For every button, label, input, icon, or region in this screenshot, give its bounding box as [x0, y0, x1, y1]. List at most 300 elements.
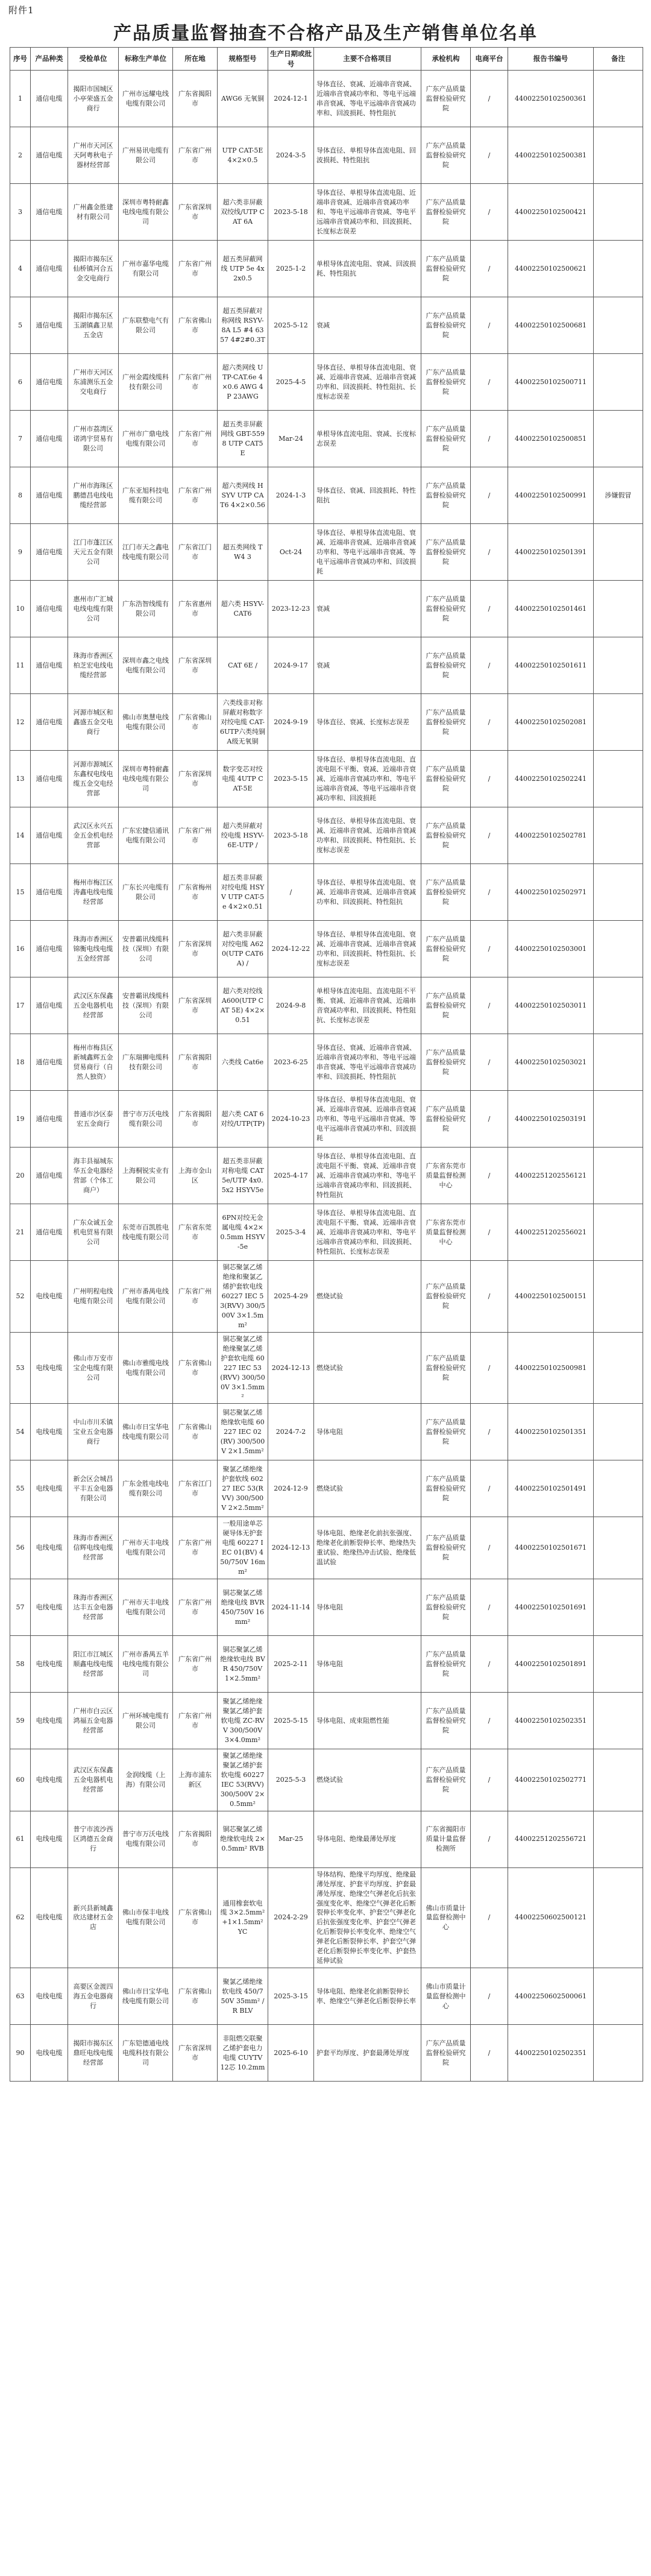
cell-spec: 超六类 HSYV-CAT6: [218, 581, 268, 637]
cell-inspected: 佛山市万安市宝企电缆有限公司: [68, 1332, 119, 1404]
cell-no: 90: [10, 2025, 31, 2082]
cell-note: [594, 71, 643, 127]
cell-location: 广东省揭阳市: [173, 1811, 218, 1867]
cell-type: 电线电缆: [31, 1460, 68, 1517]
cell-producer: 普宁市万沃电线缆有限公司: [119, 1091, 173, 1148]
cell-agency: 广东产品质量监督检验研究院: [421, 1091, 471, 1148]
cell-location: 广东省惠州市: [173, 581, 218, 637]
cell-agency: 广东产品质量监督检验研究院: [421, 1579, 471, 1636]
cell-producer: 广东联整电气有限公司: [119, 297, 173, 354]
cell-producer: 佛山市日宝华电线电缆有限公司: [119, 1968, 173, 2025]
cell-inspected: 江门市蓬江区天元五金有限公司: [68, 524, 119, 581]
cell-items: 单根导体直流电阻、衰减、长度标志误差: [314, 411, 421, 467]
cell-inspected: 新会区会城昌平丰五金电器有限公司: [68, 1460, 119, 1517]
cell-inspected: 高要区金渡四海五金电器商行: [68, 1968, 119, 2025]
cell-spec: 铜芯聚氯乙烯绝缘软电线 2×0.5mm² RVB: [218, 1811, 268, 1867]
cell-location: 广东省广州市: [173, 411, 218, 467]
cell-inspected: 广州市天河区东浦测乐五金交电商行: [68, 354, 119, 411]
cell-report: 44002250102503191: [508, 1091, 594, 1148]
cell-items: 导体结构、绝缘平均厚度、绝缘最薄处厚度、护套平均厚度、护套最薄处厚度、绝缘空气弹老化后抗张强度变化率、绝缘空气弹老化后断裂伸长率变化率、护套空气弹老化后抗张强度变化率、护套空气弹老化后断裂伸长率变化率、绝缘空气弹老化后断裂伸长率、护套空气弹老化后断裂伸长率变化率、护套热延伸试验: [314, 1867, 421, 1968]
cell-date: 2024-9-17: [268, 637, 314, 694]
cell-note: [594, 1636, 643, 1693]
cell-items: 导体电阻: [314, 1579, 421, 1636]
cell-producer: 广东铠德通电线电缆科技有限公司: [119, 2025, 173, 2082]
cell-inspected: 揭阳市揭东区玉湖镇鑫卫星五金店: [68, 297, 119, 354]
cell-report: 44002250102502081: [508, 694, 594, 751]
cell-no: 7: [10, 411, 31, 467]
cell-producer: 广州市广鼎电线电缆有限公司: [119, 411, 173, 467]
cell-spec: 超五类非屏蔽对绞电缆 HSYV UTP CAT-5e 4×2×0.51: [218, 864, 268, 921]
table-body: [10, 71, 643, 2082]
cell-report: 44002250102501891: [508, 1636, 594, 1693]
cell-location: 广东省广州市: [173, 127, 218, 184]
table-row: [10, 1867, 643, 1968]
cell-inspected: 普宁市流沙西区鸿德五金商行: [68, 1811, 119, 1867]
cell-note: [594, 581, 643, 637]
col-header-producer: 标称生产单位: [119, 48, 173, 71]
cell-no: 54: [10, 1404, 31, 1460]
cell-location: 广东省广州市: [173, 1636, 218, 1693]
table-row: [10, 1579, 643, 1636]
cell-no: 60: [10, 1749, 31, 1811]
cell-items: 燃烧试验: [314, 1460, 421, 1517]
cell-report: 44002250102501691: [508, 1579, 594, 1636]
cell-items: 衰减: [314, 637, 421, 694]
cell-no: 12: [10, 694, 31, 751]
cell-inspected: 珠海市香洲区达丰五金电器经营部: [68, 1579, 119, 1636]
cell-spec: 超五类屏蔽网线 UTP 5e 4x2x0.5: [218, 241, 268, 297]
cell-type: 通信电缆: [31, 807, 68, 864]
cell-agency: 广东产品质量监督检验研究院: [421, 1693, 471, 1749]
cell-location: 广东省揭阳市: [173, 1091, 218, 1148]
cell-spec: 聚氯乙烯绝缘软电线 450/750V 35mm² /R BLV: [218, 1968, 268, 2025]
cell-items: 导体电阻、绝缘老化前断裂伸长率、绝缘空气弹老化后断裂伸长率: [314, 1968, 421, 2025]
cell-date: 2025-4-29: [268, 1261, 314, 1333]
cell-items: 导体直径、单根导体直流电阻、直流电阻不平衡、衰减、近端串音衰减、近端串音衰减功率和、等电平远端串音衰减功率和、回波损耗、特性阻抗: [314, 1148, 421, 1204]
cell-date: 2025-3-15: [268, 1968, 314, 2025]
cell-platform: /: [471, 921, 508, 977]
cell-producer: 深圳市鑫之电线电缆有限公司: [119, 637, 173, 694]
cell-no: 2: [10, 127, 31, 184]
cell-type: 通信电缆: [31, 524, 68, 581]
cell-producer: 普宁市万沃电线电缆有限公司: [119, 1811, 173, 1867]
cell-no: 17: [10, 977, 31, 1034]
cell-location: 广东省佛山市: [173, 1867, 218, 1968]
cell-platform: /: [471, 2025, 508, 2082]
cell-spec: 六类线 Cat6e: [218, 1034, 268, 1091]
cell-location: 广东省佛山市: [173, 1332, 218, 1404]
cell-items: 导体直径、衰减、近端串音衰减、近端串音衰减功率和、等电平远端串音衰减、等电平远端串音衰减功率和、回波损耗、特性阻抗: [314, 71, 421, 127]
cell-items: 衰减: [314, 581, 421, 637]
cell-date: 2024-9-8: [268, 977, 314, 1034]
cell-agency: 广东产品质量监督检验研究院: [421, 581, 471, 637]
cell-spec: UTP CAT-5E 4×2×0.5: [218, 127, 268, 184]
col-header-spec: 规格型号: [218, 48, 268, 71]
cell-report: 44002250102500621: [508, 241, 594, 297]
cell-note: [594, 921, 643, 977]
cell-date: 2024-1-3: [268, 467, 314, 524]
cell-date: 2025-5-15: [268, 1693, 314, 1749]
cell-platform: /: [471, 694, 508, 751]
cell-agency: 广东省揭阳市质量计量监督检测所: [421, 1811, 471, 1867]
cell-date: 2025-1-2: [268, 241, 314, 297]
cell-date: 2024-11-14: [268, 1579, 314, 1636]
cell-inspected: 揭阳市揭东区仙桥镇河合五金交电商行: [68, 241, 119, 297]
table-row: [10, 977, 643, 1034]
cell-report: 44002250102501671: [508, 1517, 594, 1579]
table-row: [10, 1204, 643, 1261]
cell-inspected: 梅州市梅江区涛鑫电线电缆经营部: [68, 864, 119, 921]
cell-date: /: [268, 864, 314, 921]
cell-producer: 广东浩智线缆有限公司: [119, 581, 173, 637]
cell-location: 广东省梅州市: [173, 864, 218, 921]
cell-spec: 聚氯乙烯绝缘聚氯乙烯护套软电缆 60227 IEC 53(RVV) 300/500V 2×0.5mm²: [218, 1749, 268, 1811]
cell-report: 44002250102500381: [508, 127, 594, 184]
cell-agency: 广东产品质量监督检验研究院: [421, 807, 471, 864]
cell-no: 16: [10, 921, 31, 977]
cell-no: 15: [10, 864, 31, 921]
cell-report: 44002250602500121: [508, 1867, 594, 1968]
cell-no: 14: [10, 807, 31, 864]
cell-no: 58: [10, 1636, 31, 1693]
cell-platform: /: [471, 1460, 508, 1517]
cell-date: 2024-10-23: [268, 1091, 314, 1148]
cell-report: 44002251202556121: [508, 1148, 594, 1204]
table-row: [10, 127, 643, 184]
table-row: [10, 1091, 643, 1148]
col-header-agency: 承检机构: [421, 48, 471, 71]
cell-producer: 广州环城电缆有限公司: [119, 1693, 173, 1749]
cell-inspected: 珠海市香洲区柏芝宏电线电缆经营部: [68, 637, 119, 694]
table-row: [10, 864, 643, 921]
cell-location: 广东省深圳市: [173, 2025, 218, 2082]
cell-inspected: 广东众诚五金机电贸易有限公司: [68, 1204, 119, 1261]
cell-platform: /: [471, 1579, 508, 1636]
table-row: [10, 411, 643, 467]
table-row: [10, 581, 643, 637]
cell-spec: AWG6 无氧铜: [218, 71, 268, 127]
table-row: [10, 1636, 643, 1693]
cell-report: 44002250102502351: [508, 2025, 594, 2082]
cell-agency: 广东产品质量监督检验研究院: [421, 1749, 471, 1811]
cell-location: 广东省深圳市: [173, 977, 218, 1034]
cell-type: 电线电缆: [31, 1261, 68, 1333]
cell-platform: /: [471, 297, 508, 354]
cell-spec: 超六类网线 UTP-CAT.6e 4×0.6 AWG 4P 23AWG: [218, 354, 268, 411]
cell-spec: 超五类非屏蔽网线 GBT-5598 UTP CAT5E: [218, 411, 268, 467]
cell-inspected: 武汉区东保鑫五金电器机电经营部: [68, 977, 119, 1034]
cell-note: [594, 1034, 643, 1091]
cell-type: 通信电缆: [31, 354, 68, 411]
cell-no: 55: [10, 1460, 31, 1517]
cell-type: 电线电缆: [31, 1811, 68, 1867]
cell-items: 导体直径、单根导体直流电阻、衰减、近端串音衰减、近端串音衰减功率和、回波损耗、特性阻抗、长度标志误差: [314, 921, 421, 977]
cell-location: 广东省广州市: [173, 354, 218, 411]
cell-inspected: 新兴县新城鑫欣达建材五金店: [68, 1867, 119, 1968]
cell-no: 20: [10, 1148, 31, 1204]
cell-report: 44002250102501611: [508, 637, 594, 694]
cell-report: 44002250102500681: [508, 297, 594, 354]
col-header-platform: 电商平台: [471, 48, 508, 71]
cell-agency: 广东产品质量监督检验研究院: [421, 1517, 471, 1579]
cell-inspected: 揭阳市国城区小亭荣盛五金商行: [68, 71, 119, 127]
col-header-type: 产品种类: [31, 48, 68, 71]
cell-spec: 超六类 CAT 6对绞/UTP(TP): [218, 1091, 268, 1148]
table-row: [10, 751, 643, 807]
cell-date: 2024-12-13: [268, 1332, 314, 1404]
cell-platform: /: [471, 1332, 508, 1404]
cell-type: 通信电缆: [31, 637, 68, 694]
cell-note: [594, 1091, 643, 1148]
page-title: 产品质量监督抽查不合格产品及生产销售单位名单: [113, 23, 538, 44]
results-table: [10, 47, 643, 2082]
cell-no: 19: [10, 1091, 31, 1148]
cell-note: [594, 524, 643, 581]
col-header-location: 所在地: [173, 48, 218, 71]
cell-items: 导体直径、单根导体直流电阻、衰减、近端串音衰减、近端串音衰减功率和、回波损耗、特性阻抗、长度标志误差: [314, 807, 421, 864]
cell-note: [594, 637, 643, 694]
cell-note: [594, 1148, 643, 1204]
cell-platform: /: [471, 581, 508, 637]
table-row: [10, 1811, 643, 1867]
cell-spec: 铜芯聚氯乙烯绝缘和聚氯乙烯护套软电线 60227 IEC 53(RVV) 300/500V 3×1.5mm²: [218, 1261, 268, 1333]
cell-items: 导体直径、单根导体直流电阻、近端串音衰减、近端串音衰减功率和、等电平远端串音衰减、等电平远端串音衰减功率和、回波损耗、长度标志误差: [314, 184, 421, 241]
cell-report: 44002250102500361: [508, 71, 594, 127]
cell-no: 52: [10, 1261, 31, 1333]
cell-report: 44002250102501491: [508, 1460, 594, 1517]
cell-agency: 广东产品质量监督检验研究院: [421, 71, 471, 127]
table-row: [10, 354, 643, 411]
cell-platform: /: [471, 1811, 508, 1867]
cell-inspected: 揭阳市揭东区鼎旺电线电缆经营部: [68, 2025, 119, 2082]
cell-agency: 广东产品质量监督检验研究院: [421, 127, 471, 184]
table-row: [10, 637, 643, 694]
cell-type: 通信电缆: [31, 467, 68, 524]
cell-platform: /: [471, 1148, 508, 1204]
cell-type: 通信电缆: [31, 1204, 68, 1261]
cell-report: 44002250602500061: [508, 1968, 594, 2025]
cell-platform: /: [471, 751, 508, 807]
cell-no: 62: [10, 1867, 31, 1968]
cell-date: 2024-9-19: [268, 694, 314, 751]
cell-location: 广东省广州市: [173, 807, 218, 864]
cell-no: 4: [10, 241, 31, 297]
cell-report: 44002250102503001: [508, 921, 594, 977]
cell-spec: 六类线非对称屏蔽对称数字对绞电缆 CAT-6UTP六类纯铜A级无氧铜: [218, 694, 268, 751]
cell-location: 广东省广州市: [173, 1261, 218, 1333]
cell-agency: 佛山市质量计量监督检测中心: [421, 1867, 471, 1968]
cell-no: 59: [10, 1693, 31, 1749]
table-row: [10, 1332, 643, 1404]
cell-location: 上海市浦东新区: [173, 1749, 218, 1811]
cell-items: 单根导体直流电阻、衰减、回波损耗、特性阻抗: [314, 241, 421, 297]
cell-note: [594, 1204, 643, 1261]
cell-date: 2025-4-17: [268, 1148, 314, 1204]
cell-agency: 广东产品质量监督检验研究院: [421, 1460, 471, 1517]
cell-agency: 广东产品质量监督检验研究院: [421, 977, 471, 1034]
cell-report: 44002250102500991: [508, 467, 594, 524]
cell-items: 导体电阻: [314, 1636, 421, 1693]
cell-type: 通信电缆: [31, 1091, 68, 1148]
cell-producer: 广东瑞狮电缆科技有限公司: [119, 1034, 173, 1091]
cell-items: 导体电阻: [314, 1404, 421, 1460]
table-row: [10, 2025, 643, 2082]
cell-date: 2024-12-1: [268, 71, 314, 127]
table-row: [10, 524, 643, 581]
cell-report: 44002250102502241: [508, 751, 594, 807]
cell-inspected: 普通市沙区泰宏五金商行: [68, 1091, 119, 1148]
cell-agency: 广东产品质量监督检验研究院: [421, 467, 471, 524]
cell-date: Mar-25: [268, 1811, 314, 1867]
cell-producer: 金润线缆（上海）有限公司: [119, 1749, 173, 1811]
cell-no: 9: [10, 524, 31, 581]
cell-spec: 铜芯聚氯乙烯绝缘软电线 BVR 450/750V 1×2.5mm²: [218, 1636, 268, 1693]
cell-agency: 广东省东莞市质量监督检测中心: [421, 1148, 471, 1204]
cell-platform: /: [471, 184, 508, 241]
cell-date: Mar-24: [268, 411, 314, 467]
cell-report: 44002250102501461: [508, 581, 594, 637]
header-row: [10, 48, 643, 71]
cell-producer: 广州市嘉华电缆有限公司: [119, 241, 173, 297]
cell-agency: 广东产品质量监督检验研究院: [421, 354, 471, 411]
cell-location: 广东省广州市: [173, 1517, 218, 1579]
cell-items: 导体直径、单根导体直流电阻、直流电阻不平衡、衰减、近端串音衰减、近端串音衰减功率和、等电平远端串音衰减、等电平远端串音衰减功率和、回波损耗: [314, 751, 421, 807]
cell-inspected: 武汉区永兴五金五金机电经营部: [68, 807, 119, 864]
cell-no: 63: [10, 1968, 31, 2025]
cell-location: 广东省揭阳市: [173, 1034, 218, 1091]
cell-note: [594, 127, 643, 184]
cell-type: 电线电缆: [31, 1867, 68, 1968]
cell-report: 44002250102503011: [508, 977, 594, 1034]
cell-producer: 佛山市日宝华电线电缆有限公司: [119, 1404, 173, 1460]
cell-agency: 广东产品质量监督检验研究院: [421, 751, 471, 807]
cell-date: 2025-2-11: [268, 1636, 314, 1693]
table-row: [10, 921, 643, 977]
cell-note: [594, 411, 643, 467]
cell-inspected: 武汉区东保鑫五金电器机电经营部: [68, 1749, 119, 1811]
cell-items: 导体直径、单根导体直流电阻、衰减、近端串音衰减、近端串音衰减功率和、回波损耗、特性阻抗、长度标志误差: [314, 354, 421, 411]
cell-platform: /: [471, 467, 508, 524]
cell-producer: 佛山市保丰电线电缆有限公司: [119, 1867, 173, 1968]
cell-items: 导体电阻、成束阻燃性能: [314, 1693, 421, 1749]
cell-no: 56: [10, 1517, 31, 1579]
cell-spec: CAT 6E /: [218, 637, 268, 694]
col-header-no: 序号: [10, 48, 31, 71]
cell-items: 导体直径、衰减、长度标志误差: [314, 694, 421, 751]
cell-note: [594, 241, 643, 297]
cell-type: 通信电缆: [31, 581, 68, 637]
cell-platform: /: [471, 807, 508, 864]
cell-note: [594, 807, 643, 864]
table-row: [10, 807, 643, 864]
cell-type: 电线电缆: [31, 1579, 68, 1636]
cell-type: 通信电缆: [31, 921, 68, 977]
table-row: [10, 241, 643, 297]
cell-type: 通信电缆: [31, 184, 68, 241]
cell-producer: 广东长兴电缆有限公司: [119, 864, 173, 921]
cell-date: 2024-12-22: [268, 921, 314, 977]
cell-spec: 超六类屏蔽对绞电缆 HSYV-6E-UTP /: [218, 807, 268, 864]
cell-items: 燃烧试验: [314, 1332, 421, 1404]
cell-agency: 广东产品质量监督检验研究院: [421, 524, 471, 581]
cell-no: 1: [10, 71, 31, 127]
cell-report: 44002251202556021: [508, 1204, 594, 1261]
cell-date: 2025-6-10: [268, 2025, 314, 2082]
cell-date: 2024-7-2: [268, 1404, 314, 1460]
cell-note: [594, 977, 643, 1034]
cell-note: [594, 297, 643, 354]
cell-report: 44002250102500851: [508, 411, 594, 467]
cell-producer: 广东金胜电线电缆有限公司: [119, 1460, 173, 1517]
cell-spec: 铜芯聚氯乙烯绝缘聚氯乙烯护套软电缆 60227 IEC 53(RVV) 300/500V 3×1.5mm²: [218, 1332, 268, 1404]
cell-no: 18: [10, 1034, 31, 1091]
cell-date: 2025-3-4: [268, 1204, 314, 1261]
cell-items: 单根导体直流电阻、直流电阻不平衡、衰减、近端串音衰减、近端串音衰减功率和、回波损耗、特性阻抗、长度标志误差: [314, 977, 421, 1034]
cell-date: 2023-12-23: [268, 581, 314, 637]
cell-spec: 超六类非屏蔽双绞线/UTP CAT 6A: [218, 184, 268, 241]
cell-no: 3: [10, 184, 31, 241]
cell-producer: 安普霸讯线缆科技（深圳）有限公司: [119, 977, 173, 1034]
cell-report: 44002250102500421: [508, 184, 594, 241]
cell-platform: /: [471, 1517, 508, 1579]
cell-items: 导体直径、单根导体直流电阻、回波损耗、特性阻抗: [314, 127, 421, 184]
table-row: [10, 297, 643, 354]
table-row: [10, 1148, 643, 1204]
cell-agency: 广东产品质量监督检验研究院: [421, 1034, 471, 1091]
cell-spec: 非阻燃交联聚乙烯护套电力电缆 CUYTV 12芯 10.2mm: [218, 2025, 268, 2082]
cell-spec: 聚氯乙烯绝缘护套软线 60227 IEC 53(RVV) 300/500V 2×2.5mm²: [218, 1460, 268, 1517]
table-row: [10, 694, 643, 751]
cell-location: 上海市金山区: [173, 1148, 218, 1204]
cell-no: 13: [10, 751, 31, 807]
cell-type: 电线电缆: [31, 1332, 68, 1404]
cell-note: [594, 1404, 643, 1460]
cell-items: 护套平均厚度、护套最薄处厚度: [314, 2025, 421, 2082]
cell-type: 通信电缆: [31, 977, 68, 1034]
cell-report: 44002250102500711: [508, 354, 594, 411]
cell-note: [594, 1517, 643, 1579]
cell-report: 44002250102502351: [508, 1693, 594, 1749]
cell-producer: 广州市天丰电线电缆有限公司: [119, 1579, 173, 1636]
cell-location: 广东省佛山市: [173, 1404, 218, 1460]
table-row: [10, 184, 643, 241]
cell-date: Oct-24: [268, 524, 314, 581]
cell-location: 广东省江门市: [173, 524, 218, 581]
cell-inspected: 阳江市江城区顺鑫电线电缆经营部: [68, 1636, 119, 1693]
cell-note: [594, 1332, 643, 1404]
cell-date: 2025-4-5: [268, 354, 314, 411]
cell-type: 电线电缆: [31, 2025, 68, 2082]
cell-report: 44002250102501391: [508, 524, 594, 581]
cell-producer: 广州市番禺五羊电线电缆有限公司: [119, 1636, 173, 1693]
cell-report: 44002250102500981: [508, 1332, 594, 1404]
col-header-inspected: 受检单位: [68, 48, 119, 71]
cell-location: 广东省深圳市: [173, 921, 218, 977]
cell-location: 广东省东莞市: [173, 1204, 218, 1261]
table-row: [10, 1517, 643, 1579]
cell-type: 电线电缆: [31, 1968, 68, 2025]
cell-producer: 深圳市粤特耐鑫电线电缆有限公司: [119, 184, 173, 241]
col-header-items: 主要不合格项目: [314, 48, 421, 71]
cell-note: [594, 2025, 643, 2082]
cell-platform: /: [471, 1636, 508, 1693]
cell-report: 44002250102501351: [508, 1404, 594, 1460]
cell-report: 44002250102502781: [508, 807, 594, 864]
cell-platform: /: [471, 1749, 508, 1811]
cell-spec: 超五类屏蔽对称网线 RSYV-8A L5 #4 6357 4#2#0.3T: [218, 297, 268, 354]
cell-platform: /: [471, 637, 508, 694]
cell-note: [594, 1749, 643, 1811]
